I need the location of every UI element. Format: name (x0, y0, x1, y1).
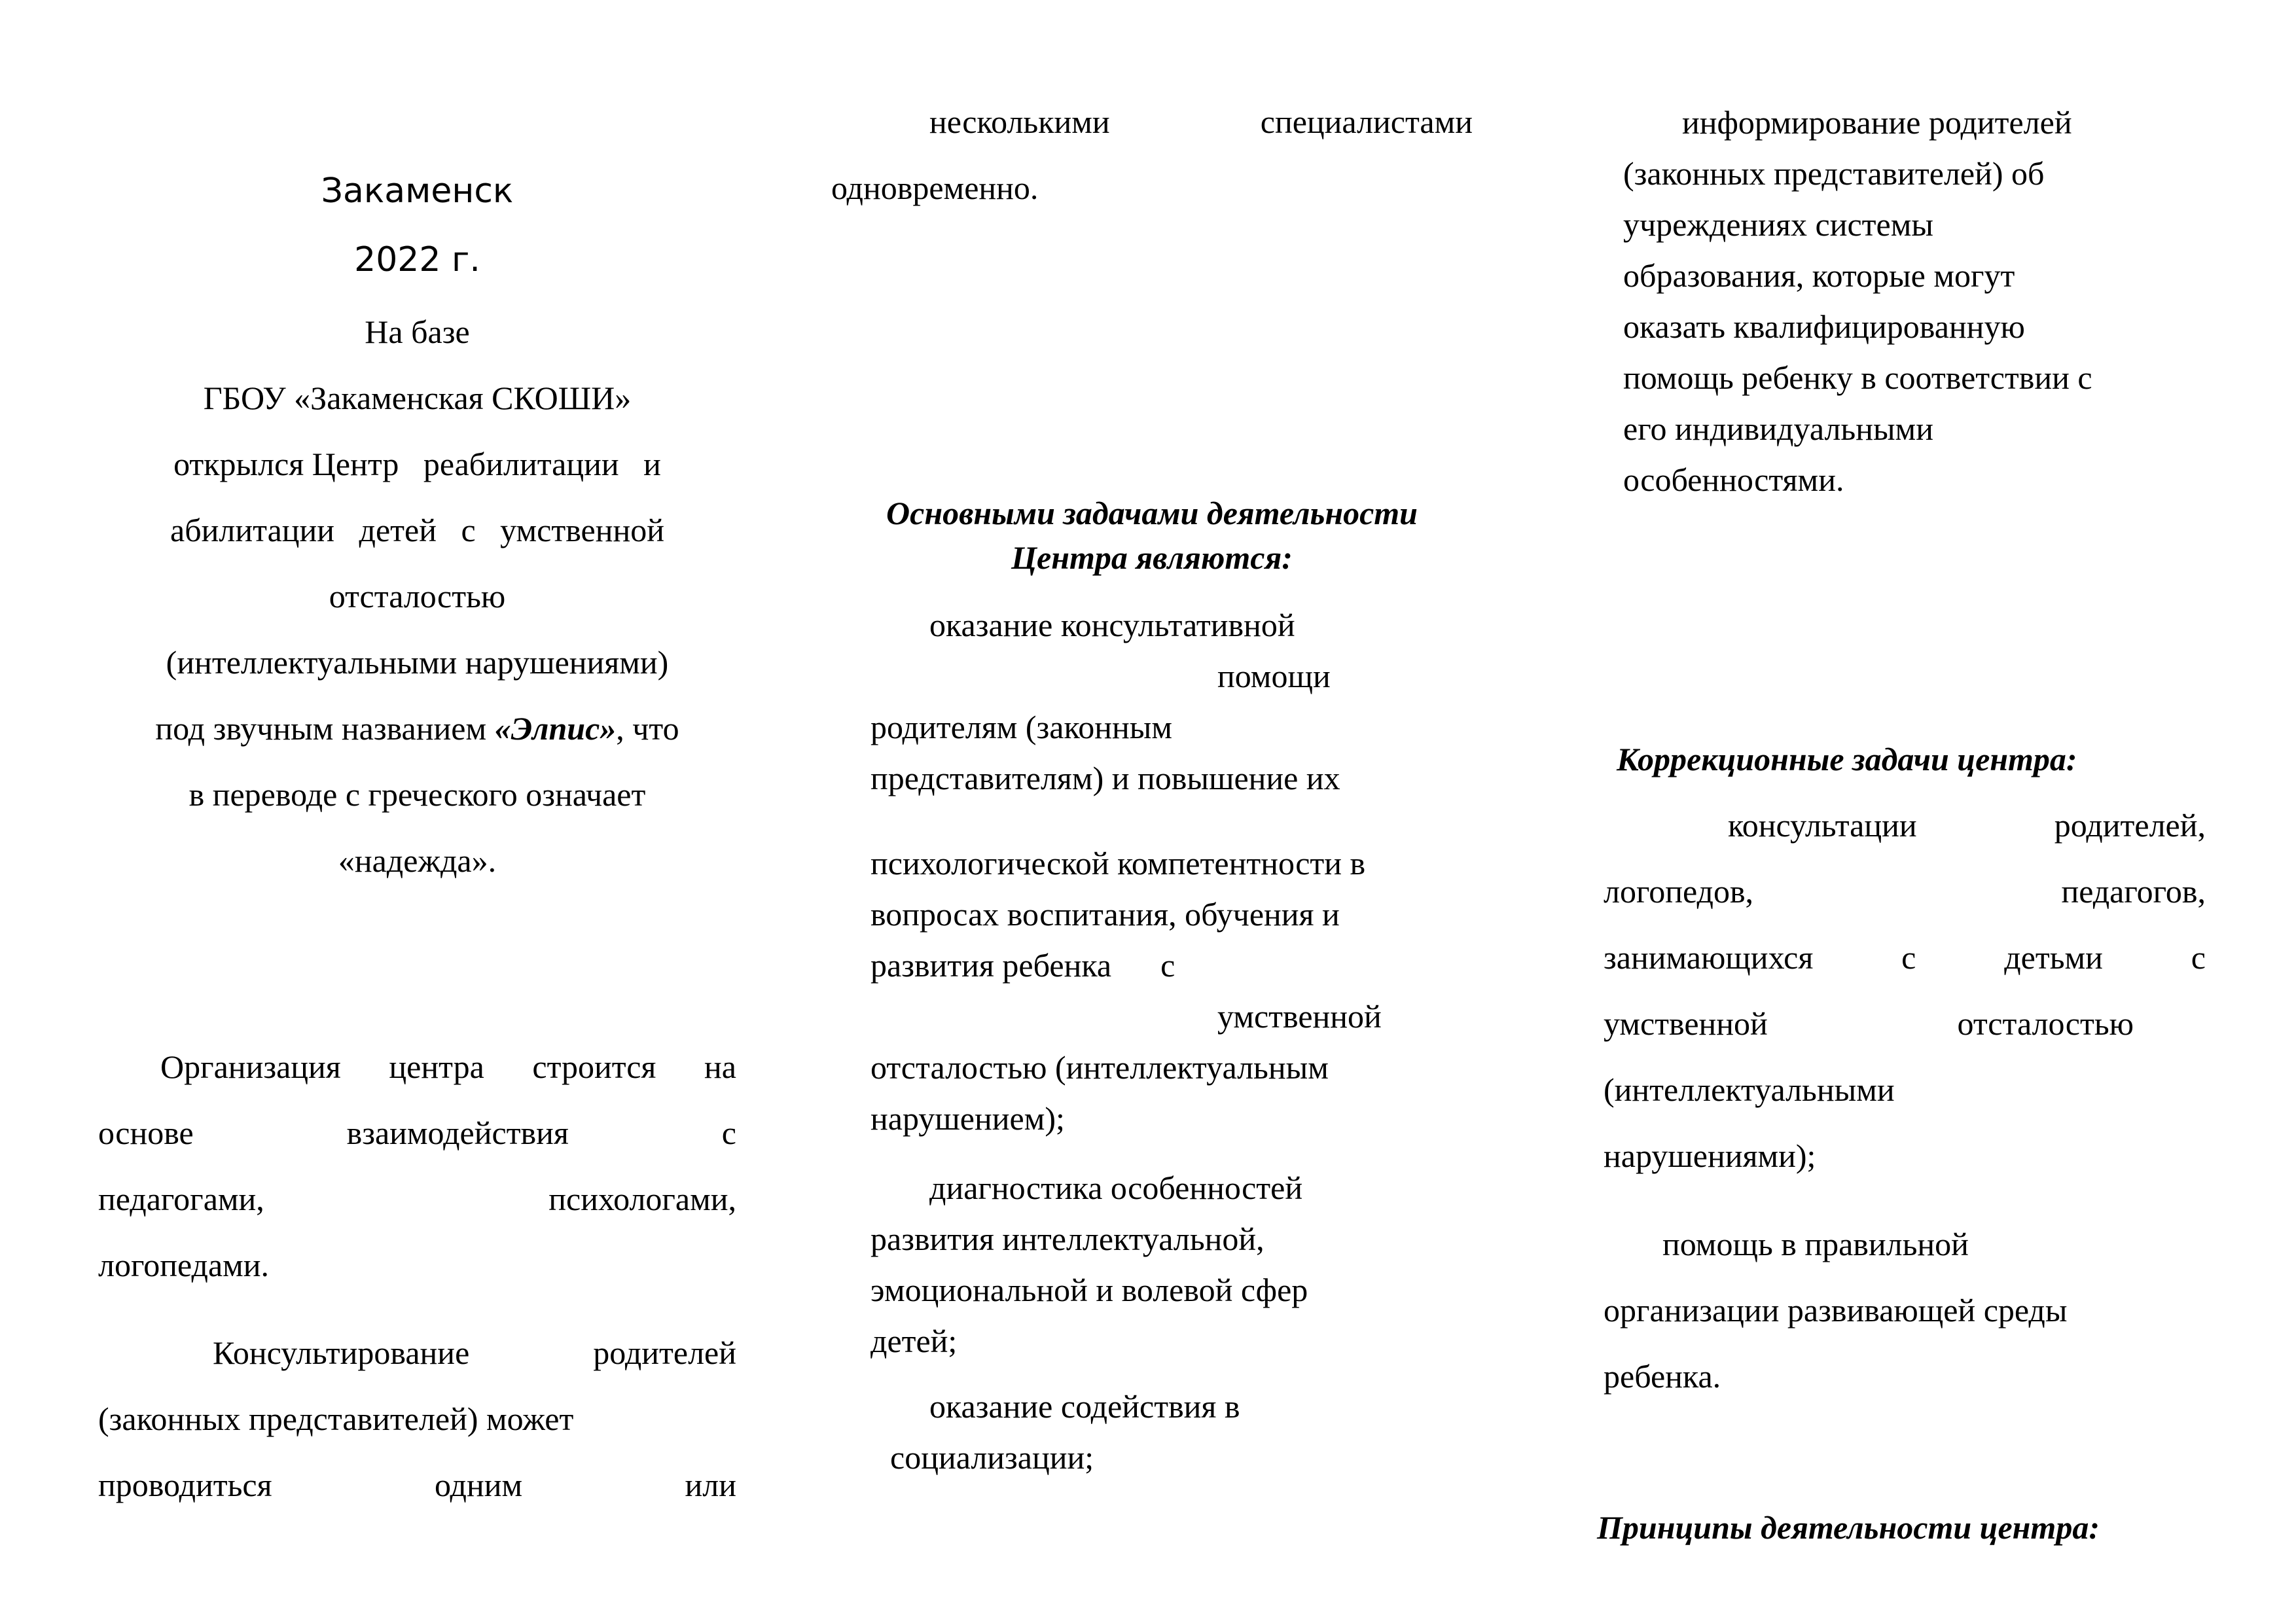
intro-line: «надежда». (338, 842, 497, 879)
task-line: нарушением); (870, 1100, 1065, 1137)
intro-line: ГБОУ «Закаменская СКОШИ» (203, 380, 632, 416)
task-line: представителям) и повышение их (870, 760, 1340, 796)
year: 2022 г. (354, 240, 480, 279)
task-item-informing (1623, 97, 2206, 505)
inform-line: образования, которые могут (1623, 257, 2015, 294)
task-item-consultative-help (870, 599, 1473, 1144)
org-line: Организация центра строится на (160, 1048, 736, 1085)
consulting-paragraph (98, 1320, 736, 1518)
brochure-column-1 (98, 0, 736, 1623)
intro-line: в переводе с греческого означает (188, 776, 646, 813)
intro-line: На базе (365, 313, 470, 350)
task-item-socialization (870, 1381, 1473, 1483)
cont-line: одновременно. (831, 169, 1039, 206)
inform-line: помощь ребенку в соответствии с (1623, 359, 2092, 396)
corr-line: консультации родителей, (1728, 807, 2206, 844)
corr-line: (интеллектуальными (1604, 1071, 1895, 1108)
inform-line: учреждениях системы (1623, 206, 1933, 243)
intro-paragraph (98, 299, 736, 894)
intro-line: (интеллектуальными нарушениями) (166, 644, 669, 681)
correction-tasks-heading: Коррекционные задачи центра: (1617, 741, 2077, 777)
task-line: диагностика особенностей (929, 1169, 1303, 1206)
org-line: логопедами. (98, 1247, 270, 1283)
intro-line: открылся Центр реабилитации и (173, 446, 661, 482)
task-line: отсталостью (интеллектуальным (870, 1049, 1329, 1086)
correction-item-consultations (1604, 793, 2206, 1189)
intro-text: под звучным названием (155, 710, 495, 747)
task-line: эмоциональной и волевой сфер (870, 1272, 1308, 1308)
consult-line: Консультирование родителей (213, 1334, 736, 1371)
center-name: «Элпис» (494, 710, 617, 747)
task-item-diagnostics (870, 1162, 1473, 1366)
intro-line (98, 696, 736, 762)
brochure-column-3 (1597, 0, 2206, 1623)
task-line: развития интеллектуальной, (870, 1221, 1265, 1257)
principles-heading: Принципы деятельности центра: (1597, 1509, 2100, 1546)
corr-line: нарушениями); (1604, 1137, 1816, 1174)
inform-line: особенностями. (1623, 461, 1844, 498)
brochure-column-2 (831, 0, 1473, 1623)
task-line: детей; (870, 1323, 958, 1359)
inform-line: (законных представителей) об (1623, 155, 2045, 192)
intro-line: отсталостью (329, 578, 506, 615)
task-line: помощи (1217, 658, 1331, 694)
inform-line: информирование родителей (1682, 104, 2072, 141)
continuation-paragraph (831, 89, 1473, 221)
task-line: вопросах воспитания, обучения и (870, 896, 1340, 933)
corr-line: умственной отсталостью (1604, 1005, 2134, 1042)
corr-line: помощь в правильной (1662, 1226, 1969, 1262)
task-line: оказание содействия в (929, 1388, 1240, 1425)
city-name: Закаменск (321, 171, 514, 211)
task-line: социализации; (890, 1439, 1094, 1476)
tasks-heading: Основными задачами деятельности Центра являются: (886, 495, 1418, 576)
intro-text: , что (616, 710, 679, 747)
org-line: основе взаимодействия с (98, 1115, 736, 1151)
organization-paragraph (98, 1034, 736, 1298)
intro-line: абилитации детей с умственной (170, 512, 664, 548)
task-line: родителям (законным (870, 709, 1172, 745)
corr-line: ребенка. (1604, 1358, 1721, 1395)
consult-line: (законных представителей) может (98, 1400, 574, 1437)
corr-line: занимающихся с детьми с (1604, 939, 2206, 976)
cont-line: несколькими специалистами (929, 103, 1473, 140)
consult-line: проводиться одним или (98, 1467, 736, 1503)
corr-line: логопедов, педагогов, (1604, 873, 2206, 910)
task-line: психологической компетентности в (870, 845, 1366, 882)
org-line: педагогами, психологами, (98, 1181, 736, 1217)
inform-line: его индивидуальными (1623, 410, 1933, 447)
inform-line: оказать квалифицированную (1623, 308, 2025, 345)
correction-item-environment (1604, 1211, 2206, 1410)
corr-line: организации развивающей среды (1604, 1292, 2068, 1329)
task-line: оказание консультативной (929, 607, 1295, 643)
task-line: развития ребенка с (870, 947, 1175, 984)
task-line: умственной (1217, 998, 1382, 1035)
